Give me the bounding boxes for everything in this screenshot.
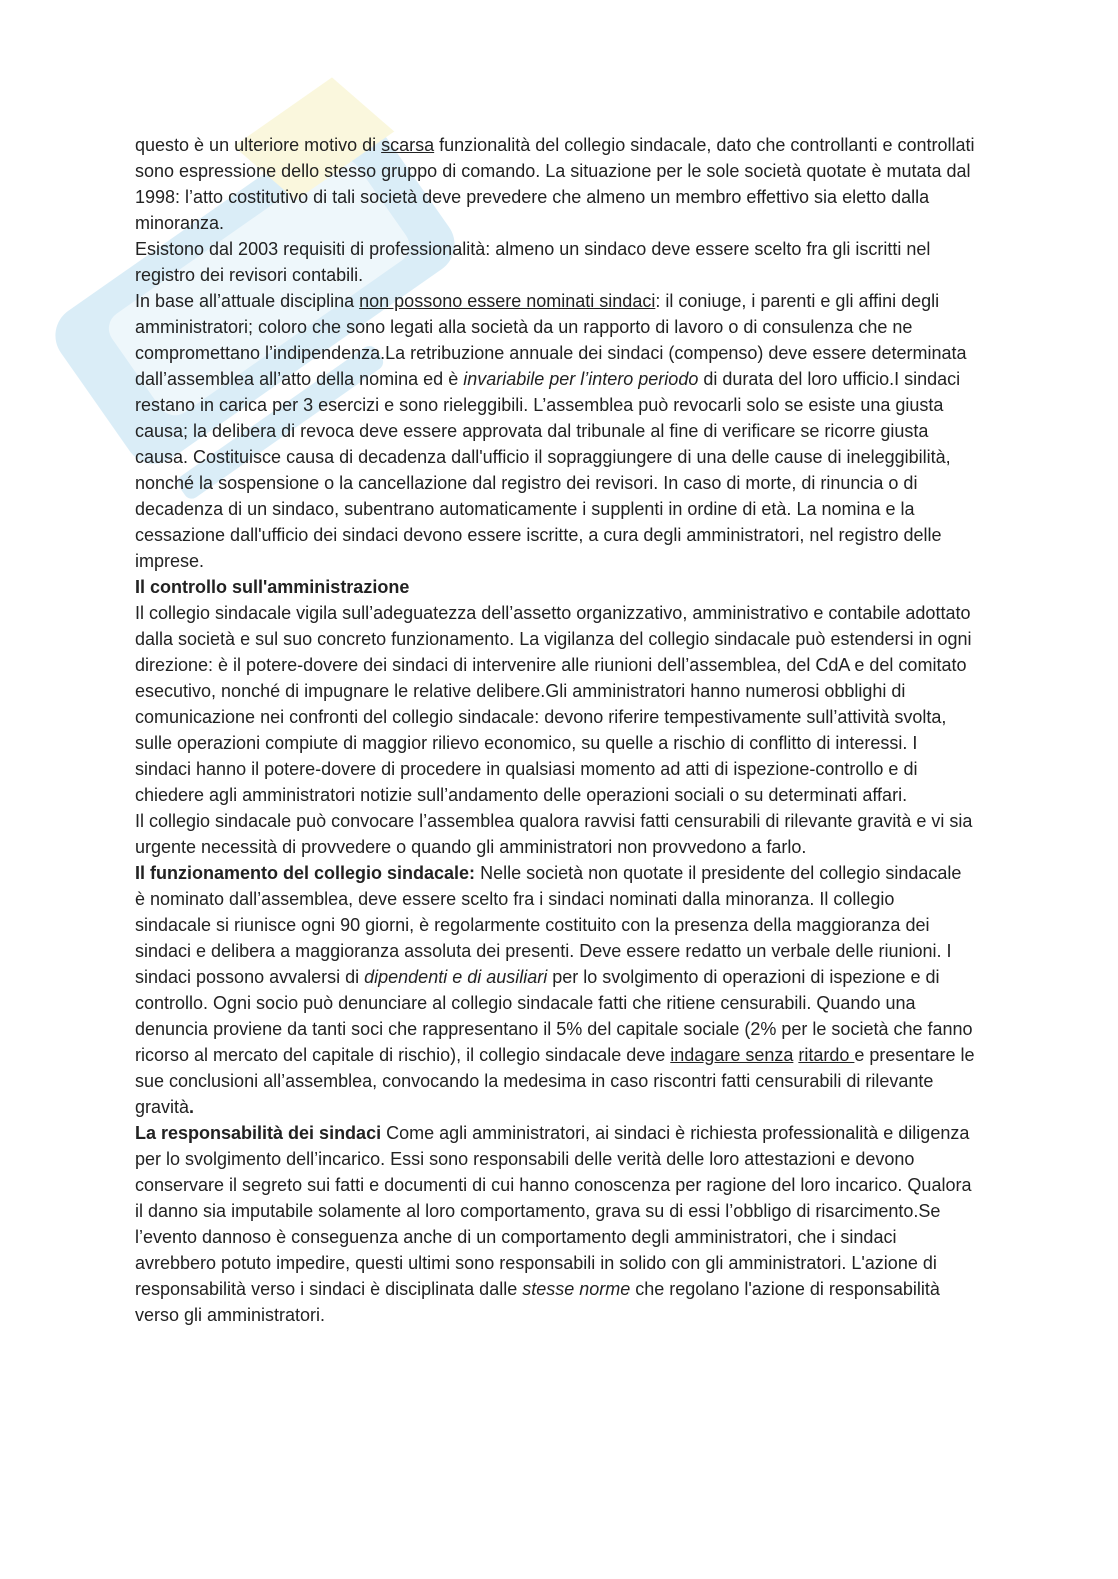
paragraph: questo è un ulteriore motivo di scarsa funzionalità del collegio sindacale, dato che controllanti e controllati sono espressione dello stesso gruppo di comando. La situazione per le sole società quotate è mutata dal 1998: l’atto costitutivo di tali società deve prevedere che almeno un membro effettivo sia eletto dalla minoranza. (135, 135, 975, 233)
section-heading: Il controllo sull'amministrazione (135, 577, 410, 597)
paragraph: In base all’attuale disciplina non possono essere nominati sindaci: il coniuge, i parenti e gli affini degli amministratori; coloro che sono legati alla società da un rapporto di lavoro o di consulenza che ne compromettano l’indipendenza.La retribuzione annuale dei sindaci (compenso) deve essere determinata dall’assemblea all’atto della nomina ed è invariabile per l’intero periodo di durata del loro ufficio.I sindaci restano in carica per 3 esercizi e sono rieleggibili. L’assemblea può revocarli solo se esiste una giusta causa; la delibera di revoca deve essere approvata dal tribunale al fine di verificare se ricorre giusta causa. Costituisce causa di decadenza dall'ufficio il sopraggiungere di una delle cause di ineleggibilità, nonché la sospensione o la cancellazione dal registro dei revisori. In caso di morte, di rinuncia o di decadenza di un sindaco, subentrano automaticamente i supplenti in ordine di età. La nomina e la cessazione dall'ufficio dei sindaci devono essere iscritte, a cura degli amministratori, nel registro delle imprese. (135, 291, 967, 571)
paragraph: Il funzionamento del collegio sindacale: Nelle società non quotate il presidente del collegio sindacale è nominato dall’assemblea, deve essere scelto fra i sindaci nominati dalla minoranza. Il collegio sindacale si riunisce ogni 90 giorni, è regolarmente costituito con la presenza della maggioranza dei sindaci e delibera a maggioranza assoluta dei presenti. Deve essere redatto un verbale delle riunioni. I sindaci possono avvalersi di dipendenti e di ausiliari per lo svolgimento di operazioni di ispezione e di controllo. Ogni socio può denunciare al collegio sindacale fatti che ritiene censurabili. Quando una denuncia proviene da tanti soci che rappresentano il 5% del capitale sociale (2% per le società che fanno ricorso al mercato del capitale di rischio), il collegio sindacale deve indagare senza ritardo e presentare le sue conclusioni all’assemblea, convocando la medesima in caso riscontri fatti censurabili di rilevante gravità. (135, 863, 975, 1117)
italic-text: stesse norme (522, 1279, 631, 1299)
paragraph: La responsabilità dei sindaci Come agli amministratori, ai sindaci è richiesta professionalità e diligenza per lo svolgimento dell’incarico. Essi sono responsabili delle verità delle loro attestazioni e devono conservare il segreto sui fatti e documenti di cui hanno conoscenza per ragione del loro incarico. Qualora il danno sia imputabile solamente al loro comportamento, grava su di essi l’obbligo di risarcimento.Se l’evento dannoso è conseguenza anche di un comportamento degli amministratori, che i sindaci avrebbero potuto impedire, questi ultimi sono responsabili in solido con gli amministratori. L'azione di responsabilità verso i sindaci è disciplinata dalle stesse norme che regolano l'azione di responsabilità verso gli amministratori. (135, 1123, 972, 1325)
paragraph: Il collegio sindacale può convocare l’assemblea qualora ravvisi fatti censurabili di rilevante gravità e vi sia urgente necessità di provvedere o quando gli amministratori non provvedono a farlo. (135, 811, 973, 857)
underlined-text: non possono essere nominati sindaci (359, 291, 656, 311)
paragraph: Il collegio sindacale vigila sull’adeguatezza dell’assetto organizzativo, amministrativo e contabile adottato dalla società e sul suo concreto funzionamento. La vigilanza del collegio sindacale può estendersi in ogni direzione: è il potere-dovere dei sindaci di intervenire alle riunioni dell’assemblea, del CdA e del comitato esecutivo, nonché di impugnare le relative delibere.Gli amministratori hanno numerosi obblighi di comunicazione nei confronti del collegio sindacale: devono riferire tempestivamente sull’attività svolta, sulle operazioni compiute di maggior rilievo economico, su quelle a rischio di conflitto di interessi. I sindaci hanno il potere-dovere di procedere in qualsiasi momento ad atti di ispezione-controllo e di chiedere agli amministratori notizie sull’andamento delle operazioni sociali o su determinati affari. (135, 603, 972, 805)
italic-text: invariabile per l’intero periodo (463, 369, 699, 389)
underlined-text: ritardo (798, 1045, 855, 1065)
inline-heading: Il funzionamento del collegio sindacale: (135, 863, 476, 883)
inline-heading: La responsabilità dei sindaci (135, 1123, 382, 1143)
paragraph: Esistono dal 2003 requisiti di professionalità: almeno un sindaco deve essere scelto fra gli iscritti nel registro dei revisori contabili. (135, 239, 931, 285)
underlined-text: indagare senza (670, 1045, 794, 1065)
underlined-text: scarsa (381, 135, 435, 155)
document-body (135, 132, 975, 1328)
italic-text: dipendenti e di ausiliari (364, 967, 548, 987)
